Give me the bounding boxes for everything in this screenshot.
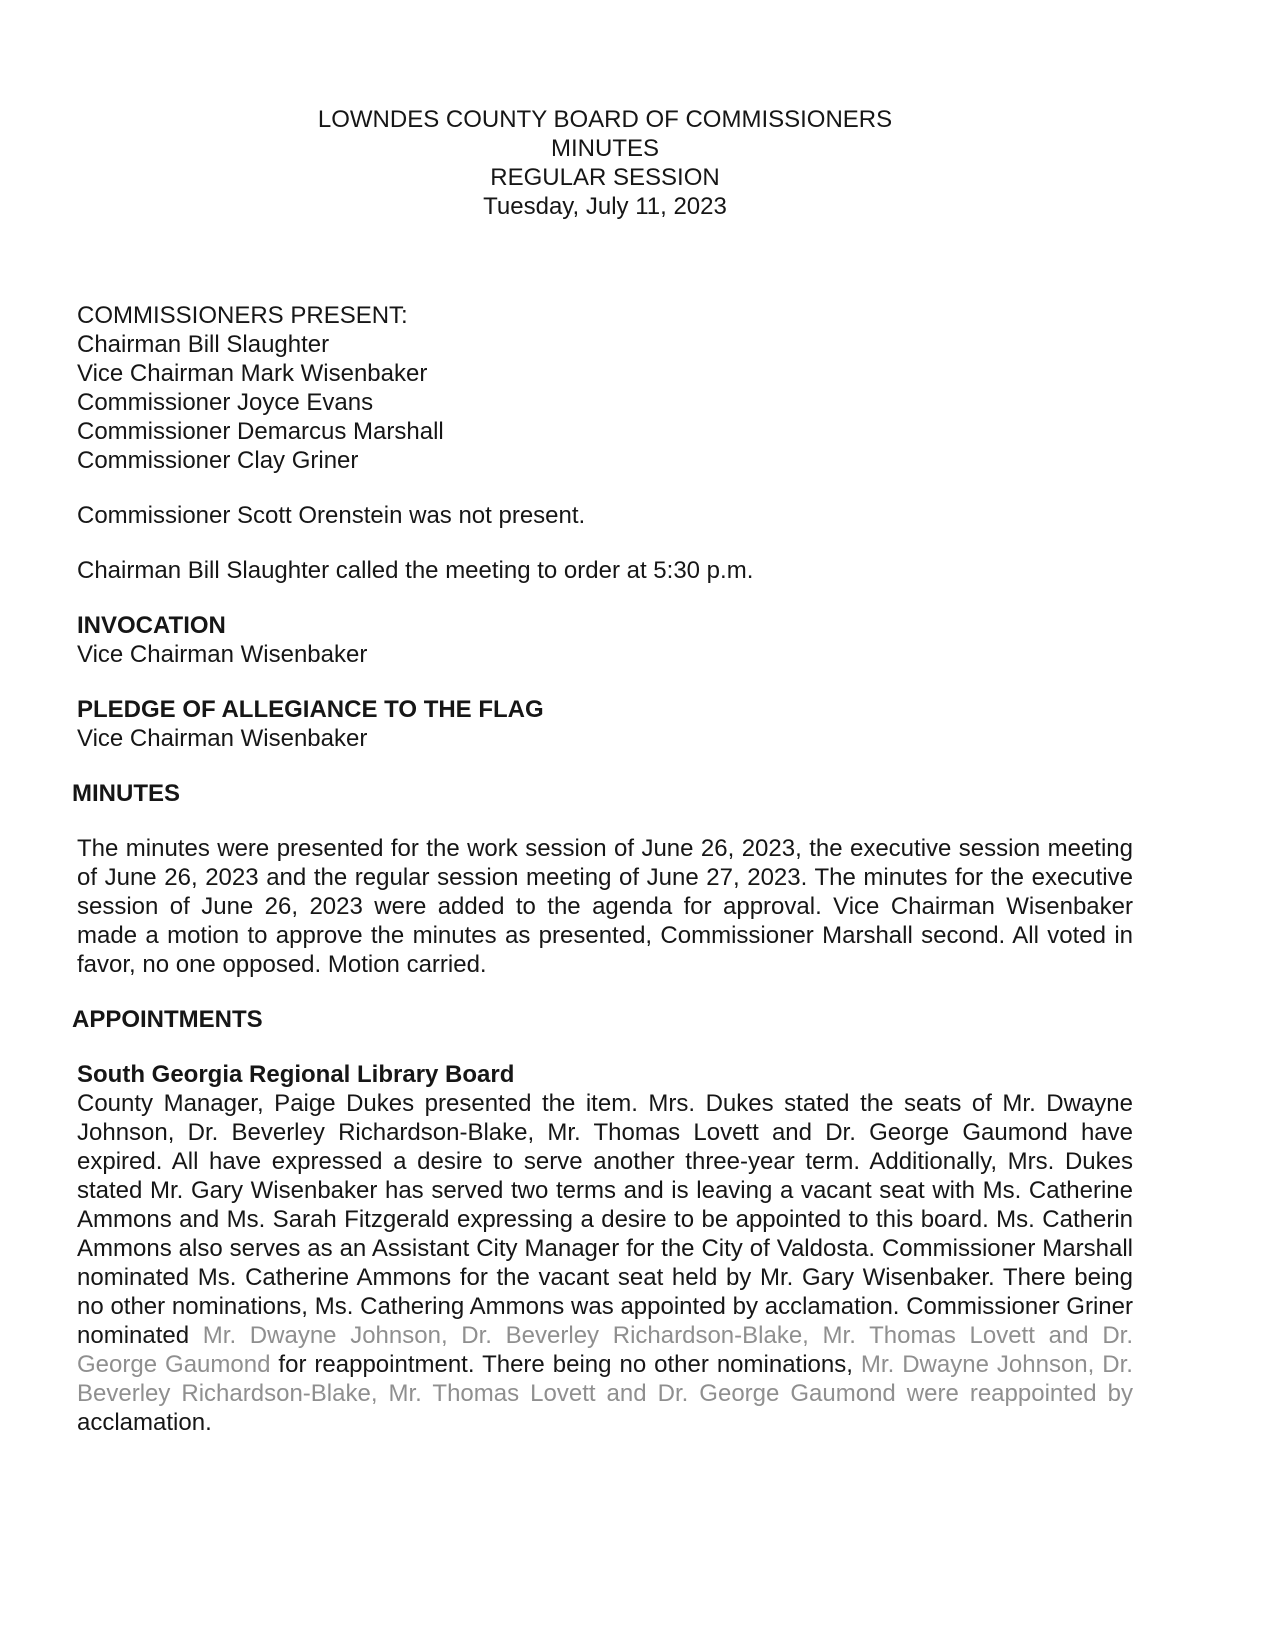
minutes-paragraph: The minutes were presented for the work session of June 26, 2023, the executive session meeting of June 26, 2023 and the regular session meeting of June 27, 2023. The minutes for the executive session of June 26, 2023 were added to the agenda for approval. Vice Chairman Wisenbaker made a motion to approve the minutes as presented, Commissioner Marshall second. All voted in favor, no one opposed. Motion carried.	[77, 835, 1133, 978]
commissioner-name: Vice Chairman Mark Wisenbaker	[77, 360, 428, 387]
commissioner-name: Commissioner Demarcus Marshall	[77, 418, 444, 445]
invocation-by: Vice Chairman Wisenbaker	[77, 641, 368, 668]
text-segment: for reappointment. There being no other nominations,	[270, 1351, 861, 1378]
commissioner-name: Commissioner Joyce Evans	[77, 389, 374, 416]
pledge-heading: PLEDGE OF ALLEGIANCE TO THE FLAG	[77, 696, 544, 723]
invocation-section	[77, 611, 1133, 669]
commissioner-name: Commissioner Clay Griner	[77, 447, 359, 474]
text-segment: acclamation.	[77, 1409, 212, 1436]
appointments-heading: APPOINTMENTS	[72, 1006, 263, 1033]
muted-text-segment: Mr. Dwayne Johnson, Dr. Beverley Richardson-Blake, Mr. Thomas Lovett and Dr. George Gaumond	[77, 1322, 1133, 1378]
commissioners-present-label: COMMISSIONERS PRESENT:	[77, 302, 408, 329]
library-board-paragraph	[77, 1089, 1133, 1437]
commissioner-name: Chairman Bill Slaughter	[77, 331, 330, 358]
minutes-section-heading: MINUTES	[72, 780, 180, 807]
commissioners-present-section	[77, 301, 1133, 475]
library-board-heading: South Georgia Regional Library Board	[77, 1061, 515, 1088]
library-board-section	[77, 1060, 1133, 1437]
header-date: Tuesday, July 11, 2023	[483, 193, 727, 220]
document-header	[77, 105, 1133, 221]
pledge-section	[77, 695, 1133, 753]
invocation-heading: INVOCATION	[77, 612, 226, 639]
call-to-order-note: Chairman Bill Slaughter called the meeting to order at 5:30 p.m.	[77, 557, 754, 584]
text-segment: County Manager, Paige Dukes presented the item. Mrs. Dukes stated the seats of Mr. Dwayne Johnson, Dr. Beverley Richardson-Blake, Mr. Thomas Lovett and Dr. George Gaumond have expired. All have expressed a desire to serve another three-year term. Additionally, Mrs. Dukes stated Mr. Gary Wisenbaker has served two terms and is leaving a vacant seat with Ms. Catherine Ammons and Ms. Sarah Fitzgerald expressing a desire to be appointed to this board. Ms. Catherin Ammons also serves as an Assistant City Manager for the City of Valdosta. Commissioner Marshall nominated Ms. Catherine Ammons for the vacant seat held by Mr. Gary Wisenbaker. There being no other nominations, Ms. Cathering Ammons was appointed by acclamation. Commissioner Griner nominated	[77, 1090, 1133, 1349]
header-session: REGULAR SESSION	[490, 164, 720, 191]
muted-text-segment: Mr. Dwayne Johnson, Dr. Beverley Richardson-Blake, Mr. Thomas Lovett and Dr. George Gaumond were reappointed by	[77, 1351, 1133, 1407]
header-organization: LOWNDES COUNTY BOARD OF COMMISSIONERS	[317, 106, 893, 133]
header-doc-type: MINUTES	[551, 135, 659, 162]
pledge-by: Vice Chairman Wisenbaker	[77, 725, 368, 752]
absent-note: Commissioner Scott Orenstein was not present.	[77, 502, 586, 529]
